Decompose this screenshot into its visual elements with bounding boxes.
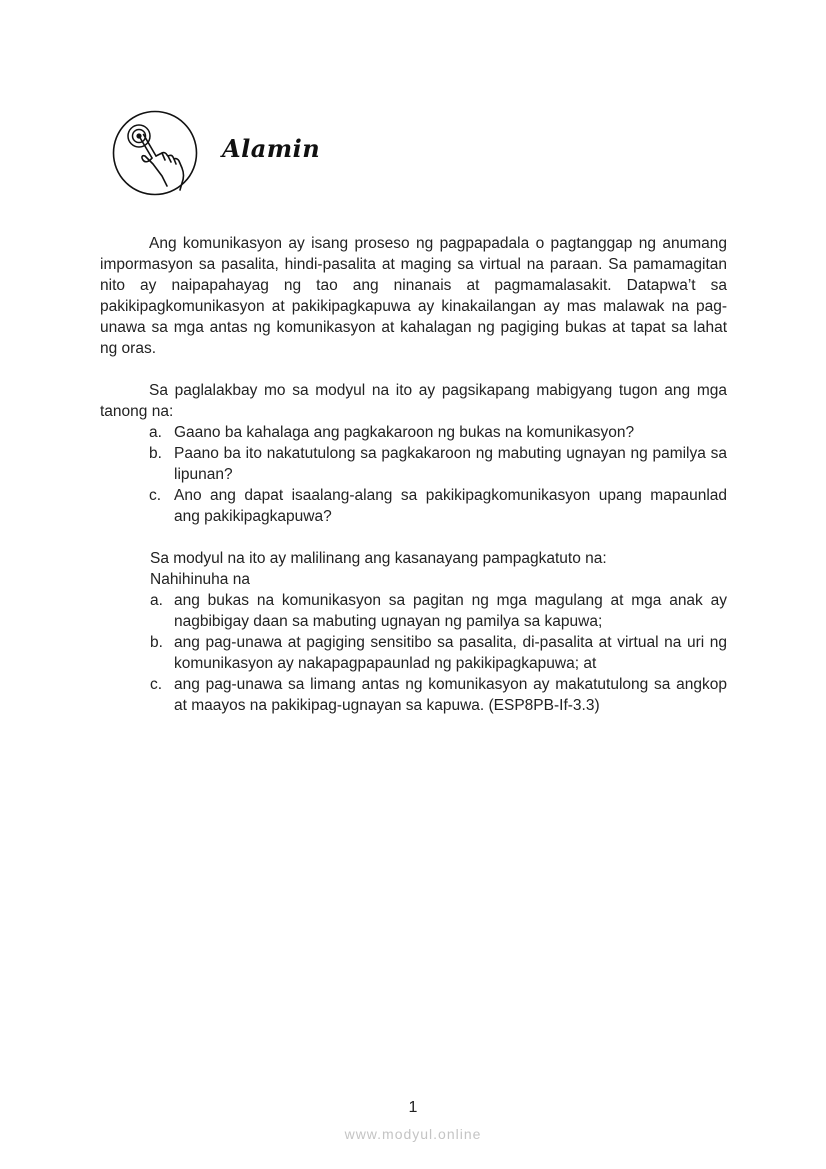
module-body — [100, 233, 727, 716]
list-text: ang bukas na komunikasyon sa pagitan ng mga magulang at mga anak ay nagbibigay daan sa mabuting ugnayan ng pamilya sa kapuwa; — [174, 592, 727, 630]
list-marker: b. — [149, 445, 162, 462]
competency-sublead: Nahihinuha na — [150, 571, 250, 588]
list-text: Gaano ba kahalaga ang pagkakaroon ng bukas na komunikasyon? — [174, 424, 635, 441]
section-title: Alamin — [222, 134, 321, 163]
list-marker: a. — [150, 592, 163, 609]
questions-lead: Sa paglalakbay mo sa modyul na ito ay pagsikapang mabigyang tugon ang mga tanong na: — [100, 382, 727, 420]
list-marker: a. — [149, 424, 162, 441]
tap-hand-icon — [112, 110, 198, 196]
list-text: Ano ang dapat isaalang-alang sa pakikipagkomunikasyon upang mapaunlad ang pakikipagkapuwa? — [174, 487, 727, 525]
page-number: 1 — [408, 1099, 418, 1116]
competency-list — [100, 590, 727, 716]
list-item — [100, 632, 727, 674]
list-item — [100, 674, 727, 716]
list-marker: c. — [149, 487, 162, 504]
list-marker: c. — [150, 676, 163, 693]
list-item — [100, 443, 727, 485]
list-text: Paano ba ito nakatutulong sa pagkakaroon ng mabuting ugnayan ng pamilya sa lipunan? — [174, 445, 727, 483]
list-item — [100, 485, 727, 527]
watermark: www.modyul.online — [344, 1126, 482, 1142]
competency-lead: Sa modyul na ito ay malilinang ang kasanayang pampagkatuto na: — [150, 550, 607, 567]
list-text: ang pag-unawa at pagiging sensitibo sa pasalita, di-pasalita at virtual na uri ng komunikasyon ay nakapagpapaunlad ng pakikipagkapuwa; at — [174, 634, 727, 672]
list-item — [100, 422, 727, 443]
question-list — [100, 422, 727, 527]
intro-paragraph: Ang komunikasyon ay isang proseso ng pagpapadala o pagtanggap ng anumang impormasyon sa pasalita, hindi-pasalita at maging sa virtual na paraan. Sa pamamagitan nito ay naipapahayag ng tao ang ninanais at pagmamalasakit. Datapwa’t sa pakikipagkomunikasyon at pakikipagkapuwa ay kinakailangan ay mas malawak na pag-unawa sa mga antas ng komunikasyon at kahalagan ng pagiging bukas at tapat sa lahat ng oras. — [100, 235, 727, 357]
list-marker: b. — [150, 634, 163, 651]
list-text: ang pag-unawa sa limang antas ng komunikasyon ay makatutulong sa angkop at maayos na pakikipag-ugnayan sa kapuwa. (ESP8PB-If-3.3) — [174, 676, 727, 714]
list-item — [100, 590, 727, 632]
